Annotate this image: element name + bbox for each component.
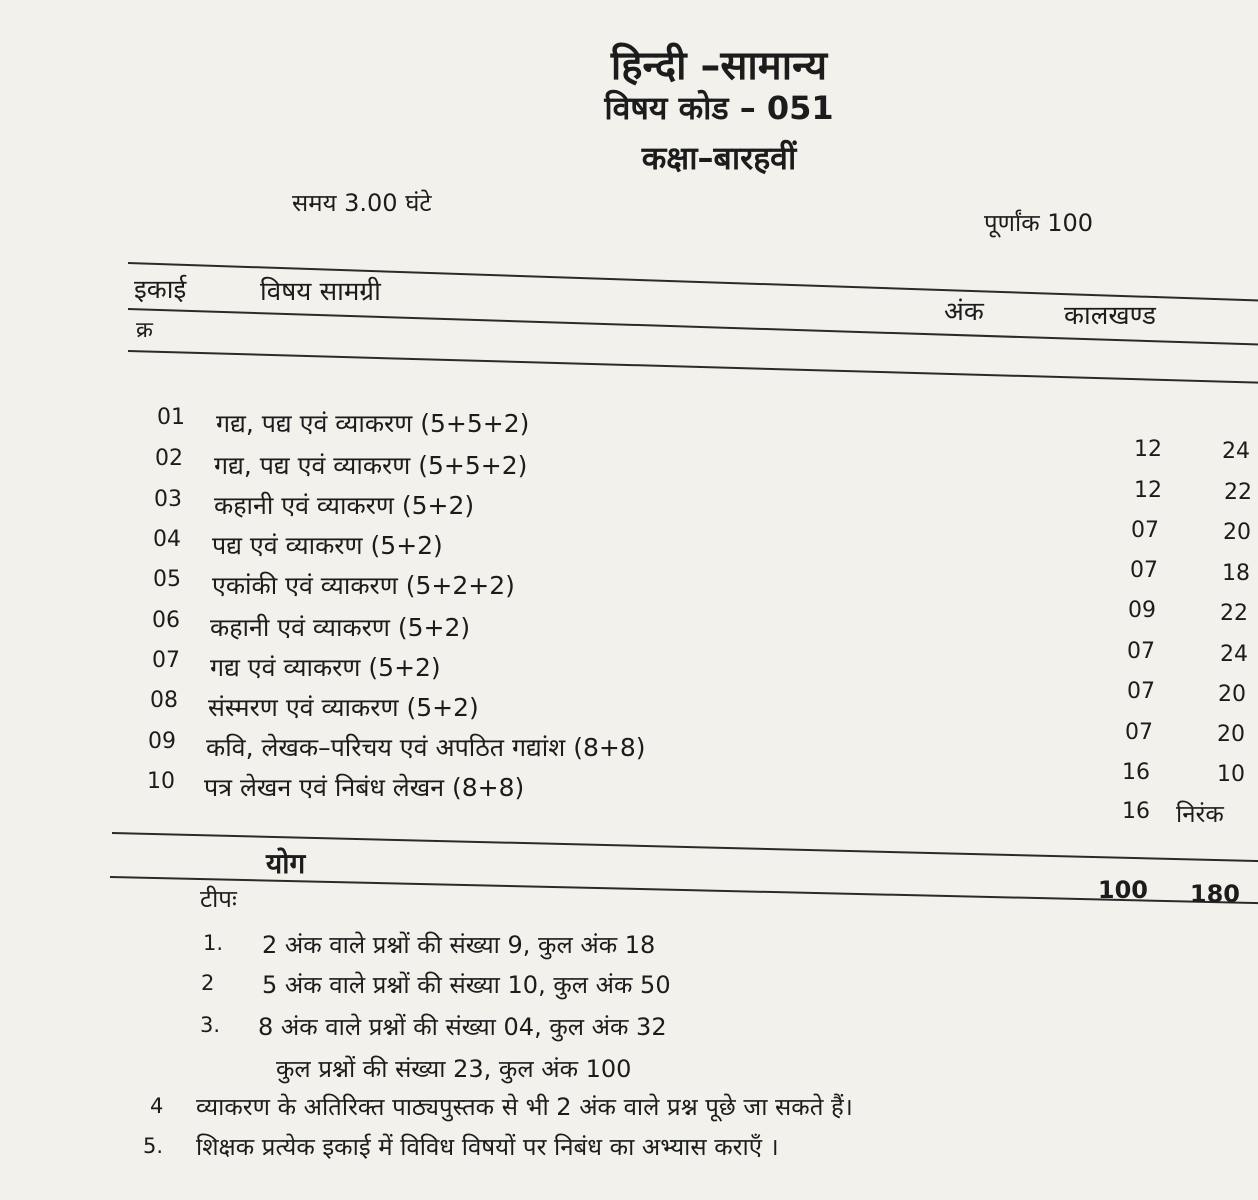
row-marks: 12	[1134, 478, 1162, 503]
row-number: 09	[148, 729, 176, 754]
row-number: 04	[153, 527, 181, 552]
note-text: 2 अंक वाले प्रश्नों की संख्या 9, कुल अंक 18	[262, 931, 656, 959]
row-content: कहानी एवं व्याकरण (5+2)	[214, 491, 475, 520]
row-periods: 22	[1224, 480, 1252, 505]
notes-heading: टीपः	[200, 885, 237, 913]
row-content: गद्य, पद्य एवं व्याकरण (5+5+2)	[216, 409, 530, 438]
row-marks: 07	[1125, 720, 1153, 745]
row-marks: 16	[1122, 799, 1150, 824]
row-periods: निरंक	[1176, 800, 1224, 828]
row-marks: 07	[1127, 639, 1155, 664]
row-content: एकांकी एवं व्याकरण (5+2+2)	[212, 571, 515, 600]
notes-summary: कुल प्रश्नों की संख्या 23, कुल अंक 100	[276, 1055, 632, 1083]
note-number: 4	[150, 1094, 164, 1118]
row-number: 01	[157, 405, 185, 430]
row-number: 02	[155, 446, 183, 471]
row-number: 10	[147, 769, 175, 794]
note-number: 5.	[143, 1134, 164, 1158]
col-unit-label: इकाई	[134, 275, 187, 305]
row-periods: 24	[1222, 439, 1250, 464]
row-periods: 10	[1217, 762, 1245, 787]
total-bottom-rule	[110, 876, 1258, 904]
row-marks: 07	[1130, 558, 1158, 583]
subject-title: हिन्दी –सामान्य	[610, 43, 828, 89]
table-header-bottom-rule	[128, 350, 1258, 384]
row-periods: 24	[1220, 642, 1248, 667]
row-periods: 22	[1220, 601, 1248, 626]
row-content: गद्य, पद्य एवं व्याकरण (5+5+2)	[214, 451, 528, 480]
col-unit-label-2: क्र	[136, 318, 153, 343]
row-content: संस्मरण एवं व्याकरण (5+2)	[208, 693, 479, 722]
row-number: 08	[150, 688, 178, 713]
row-periods: 20	[1223, 520, 1251, 545]
row-marks: 07	[1127, 679, 1155, 704]
note-text: शिक्षक प्रत्येक इकाई में विविध विषयों पर निबंध का अभ्यास कराऍं ।	[196, 1133, 779, 1161]
row-content: कवि, लेखक–परिचय एवं अपठित गद्यांश (8+8)	[206, 733, 646, 762]
row-number: 06	[152, 608, 180, 633]
time-label: समय 3.00 घंटे	[292, 189, 432, 217]
row-content: पद्य एवं व्याकरण (5+2)	[212, 531, 443, 560]
row-periods: 18	[1222, 561, 1250, 586]
total-label: योग	[266, 847, 306, 880]
col-content-label: विषय सामग्री	[260, 277, 381, 307]
note-number: 1.	[203, 931, 224, 955]
col-periods-label: कालखण्ड	[1064, 301, 1156, 331]
subject-code: विषय कोड – 051	[604, 89, 834, 127]
class-title: कक्षा–बारहवीं	[641, 139, 797, 177]
note-text: 5 अंक वाले प्रश्नों की संख्या 10, कुल अंक 50	[262, 971, 671, 999]
row-marks: 07	[1131, 518, 1159, 543]
full-marks-label: पूर्णांक 100	[984, 209, 1094, 237]
row-periods: 20	[1218, 682, 1246, 707]
row-marks: 09	[1128, 598, 1156, 623]
row-number: 05	[153, 567, 181, 592]
col-marks-label: अंक	[944, 297, 984, 327]
total-marks: 100	[1097, 876, 1148, 904]
row-content: पत्र लेखन एवं निबंध लेखन (8+8)	[204, 773, 525, 802]
note-text: 8 अंक वाले प्रश्नों की संख्या 04, कुल अंक 32	[258, 1013, 667, 1041]
row-content: गद्य एवं व्याकरण (5+2)	[210, 653, 441, 682]
total-periods: 180	[1189, 880, 1240, 908]
note-text: व्याकरण के अतिरिक्त पाठ्यपुस्तक से भी 2 अंक वाले प्रश्न पूछे जा सकते हैं।	[196, 1093, 853, 1121]
row-periods: 20	[1217, 722, 1245, 747]
row-marks: 12	[1134, 437, 1162, 462]
row-marks: 16	[1122, 760, 1150, 785]
row-number: 07	[152, 648, 180, 673]
note-number: 2	[201, 971, 215, 995]
row-number: 03	[154, 487, 182, 512]
row-content: कहानी एवं व्याकरण (5+2)	[210, 613, 471, 642]
note-number: 3.	[200, 1013, 221, 1037]
